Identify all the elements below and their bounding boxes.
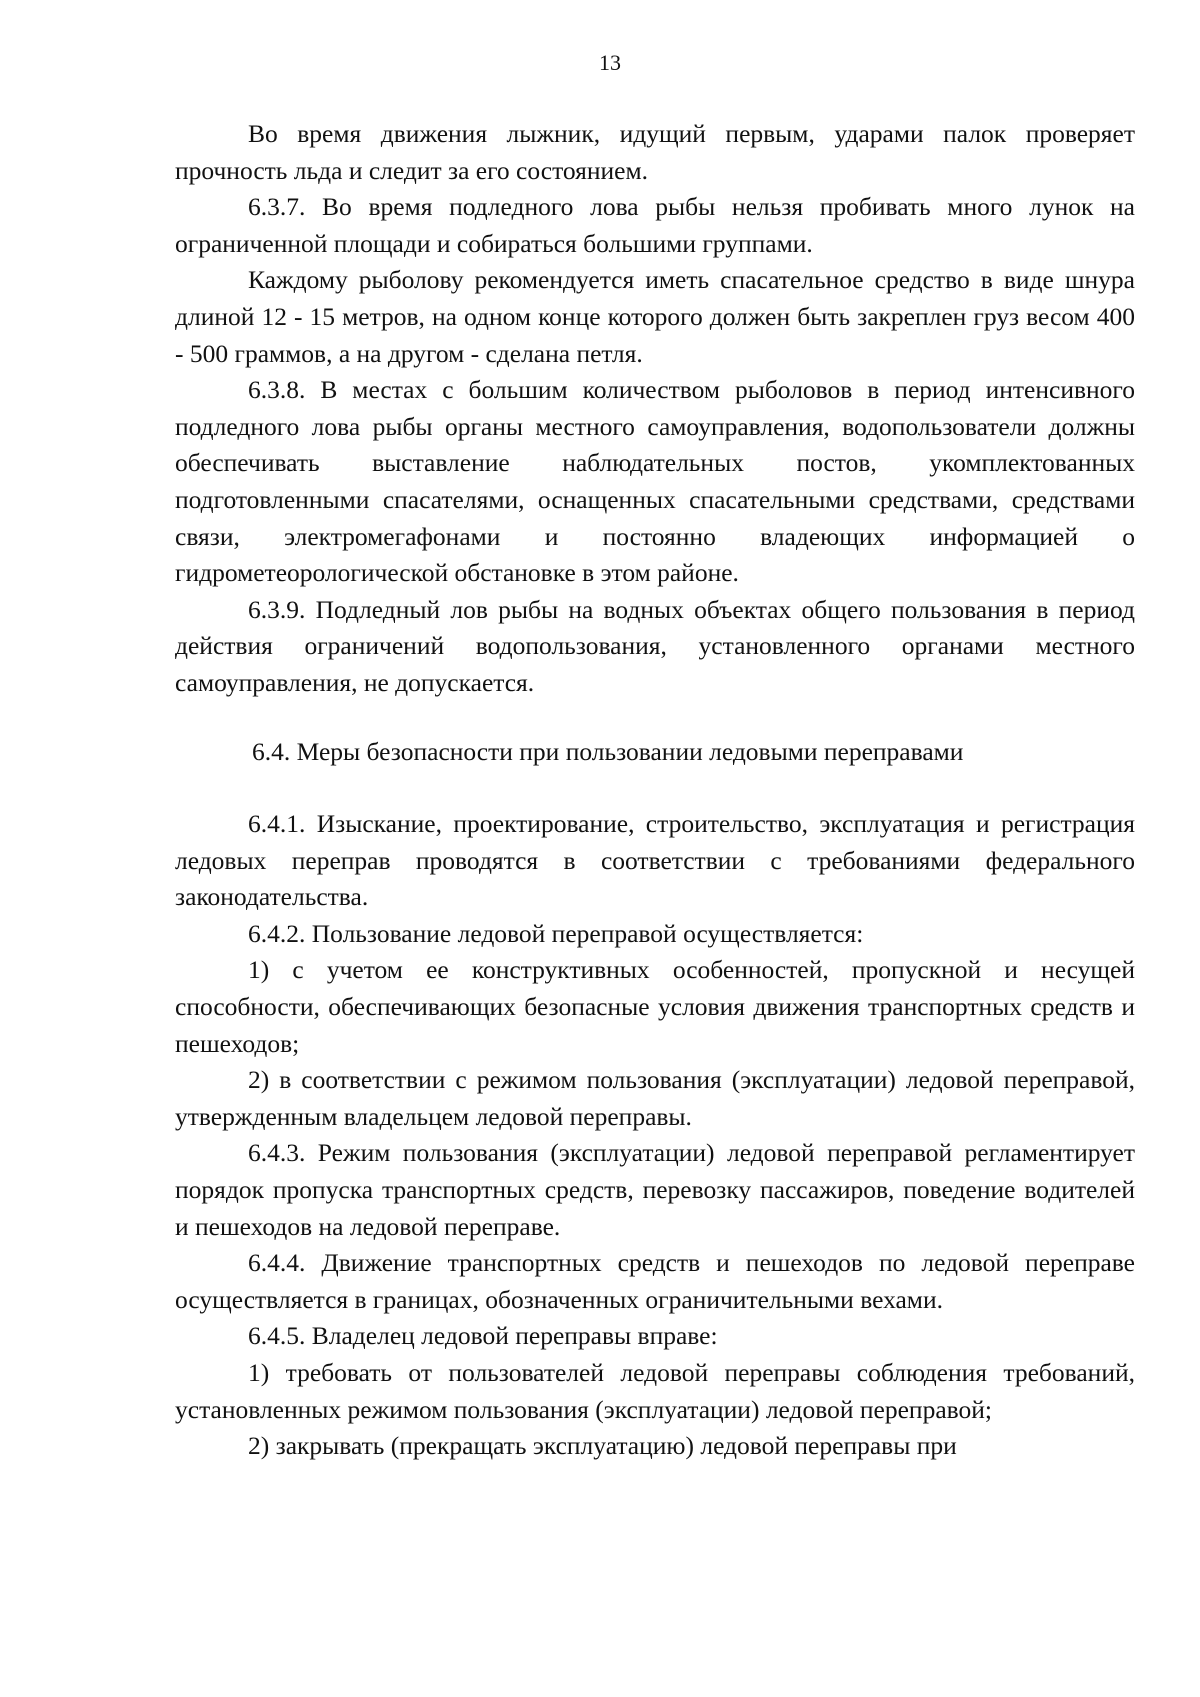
paragraph-6-3-8: 6.3.8. В местах с большим количеством рыболовов в период интенсивного подледного лова рыбы органы местного самоуправления, водопользователи должны обеспечивать выставление наблюдательных постов, укомплектованных подготовленными спасателями, оснащенных спасательными средствами, средствами связи, электромегафонами и постоянно владеющих информацией о гидрометеорологической обстановке в этом районе.: [175, 375, 1135, 588]
paragraph-6-4-4: 6.4.4. Движение транспортных средств и пешеходов по ледовой переправе осуществляется в границах, обозначенных ограничительными вехами.: [175, 1248, 1135, 1314]
document-body: [175, 116, 1135, 1465]
page-number: 13: [599, 50, 621, 75]
paragraph-6-4-1: 6.4.1. Изыскание, проектирование, строительство, эксплуатация и регистрация ледовых переправ проводятся в соответствии с требованиями федерального законодательства.: [175, 809, 1135, 912]
paragraph-6-4-3: 6.4.3. Режим пользования (эксплуатации) ледовой переправой регламентирует порядок пропуска транспортных средств, перевозку пассажиров, поведение водителей и пешеходов на ледовой переправе.: [175, 1138, 1135, 1241]
list-item: 1) требовать от пользователей ледовой переправы соблюдения требований, установленных режимом пользования (эксплуатации) ледовой переправой;: [175, 1358, 1135, 1424]
list-item: 2) закрывать (прекращать эксплуатацию) ледовой переправы при: [248, 1431, 957, 1461]
section-heading-6-4: 6.4. Меры безопасности при пользовании ледовыми переправами: [252, 736, 964, 766]
list-item: 2) в соответствии с режимом пользования (эксплуатации) ледовой переправой, утвержденным владельцем ледовой переправы.: [175, 1065, 1135, 1131]
paragraph-6-4-5: 6.4.5. Владелец ледовой переправы вправе:: [248, 1321, 718, 1351]
paragraph: Во время движения лыжник, идущий первым, ударами палок проверяет прочность льда и следит за его состоянием.: [175, 119, 1135, 185]
paragraph-6-4-2: 6.4.2. Пользование ледовой переправой осуществляется:: [248, 918, 864, 948]
paragraph-6-3-7: 6.3.7. Во время подледного лова рыбы нельзя пробивать много лунок на ограниченной площади и собираться большими группами.: [175, 192, 1135, 258]
paragraph: Каждому рыболову рекомендуется иметь спасательное средство в виде шнура длиной 12 - 15 метров, на одном конце которого должен быть закреплен груз весом 400 - 500 граммов, а на другом - сделана петля.: [175, 265, 1135, 368]
paragraph-6-3-9: 6.3.9. Подледный лов рыбы на водных объектах общего пользования в период действия ограничений водопользования, установленного органами местного самоуправления, не допускается.: [175, 594, 1135, 697]
list-item: 1) с учетом ее конструктивных особенностей, пропускной и несущей способности, обеспечивающих безопасные условия движения транспортных средств и пешеходов;: [175, 955, 1135, 1058]
